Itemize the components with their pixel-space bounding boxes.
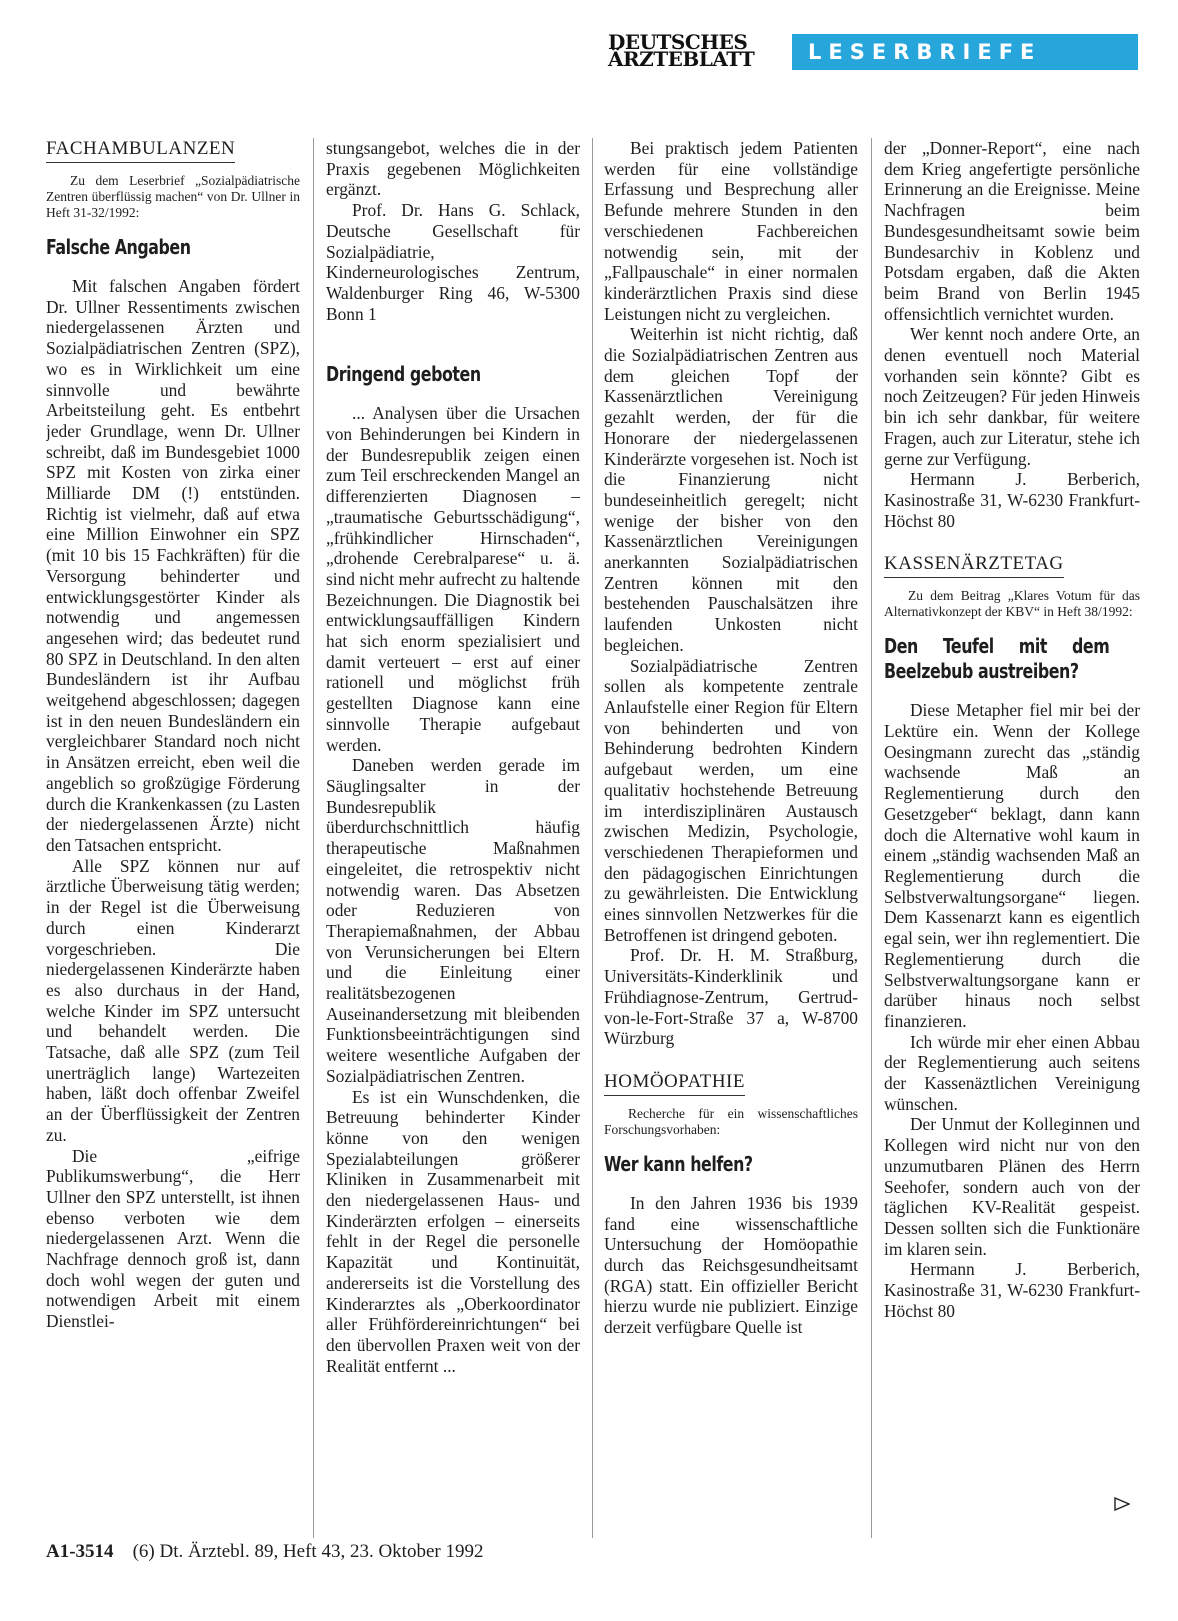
paragraph: In den Jahren 1936 bis 1939 fand eine wissenschaftliche Untersuchung der Homöopathie durch das Reichsgesundheitsamt (RGA) statt. Ein offizieller Bericht hierzu wurde nie publiziert. Einzige derzeit verfügbare Quelle ist	[604, 1192, 858, 1338]
section-banner: LESERBRIEFE	[792, 34, 1138, 70]
paragraph: Bei praktisch jedem Patienten werden für eine vollständige Erfassung und Besprechung aller Befunde mehrere Stunden in den verschiedenen Fachbereichen notwendig sein, mit der „Fallpauschale“ in einer normalen kinderärztlichen Praxis sind diese Leistungen nicht zu vergleichen.	[604, 138, 858, 324]
column-2	[326, 138, 580, 1538]
letter-intro: Recherche für ein wissenschaftliches Forschungsvorhaben:	[604, 1105, 858, 1137]
paragraph: Es ist ein Wunschdenken, die Betreuung behinderter Kinder könne von den wenigen Spezialabteilungen größerer Kliniken in Zusammenarbeit mit den niedergelassenen Haus- und Kinderärzten erfolgen – einerseits fehlt in der Regel die personelle Kapazität und Kontinuität, andererseits ist die Vorstellung des Kinderarztes als „Oberkoordinator aller Frühfördereinrichtungen“ bei den übervollen Praxen weit von der Realität entfernt ...	[326, 1086, 580, 1376]
paragraph: ... Analysen über die Ursachen von Behinderungen bei Kindern in der Bundesrepublik zeigen einen zum Teil erschreckenden Mangel an differenzierten Diagnosen – „traumatische Geburtsschädigung“, „frühkindlicher Hirnschaden“, „drohende Cerebralparese“ u. ä. sind nicht mehr aufrecht zu haltende Bezeichnungen. Die Diagnostik bei entwicklungsauffälligen Kindern hat sich enorm spezialisiert und damit verteuert – erst auf einer rationell und möglichst früh gestellten Diagnose kann eine sinnvolle Therapie aufgebaut werden.	[326, 403, 580, 755]
column-4	[884, 138, 1140, 1538]
masthead-logo	[608, 30, 778, 72]
paragraph: stungsangebot, welches die in der Praxis gegebenen Möglichkeiten ergänzt.	[326, 138, 580, 200]
paragraph: Wer kennt noch andere Orte, an denen eventuell noch Material vorhanden sein könnte? Gibt es noch Zeitzeugen? Für jeden Hinweis bin ich sehr dankbar, für weitere Fragen, auch zur Literatur, stehe ich gerne zur Verfügung.	[884, 324, 1140, 469]
column-divider	[871, 138, 872, 1538]
page-footer	[46, 1540, 646, 1564]
signature: Prof. Dr. Hans G. Schlack, Deutsche Gesellschaft für Sozialpädiatrie, Kinderneurologisches Zentrum, Waldenburger Ring 46, W-5300 Bonn 1	[326, 200, 580, 324]
masthead-line1: DEUTSCHES	[608, 30, 748, 54]
paragraph: Weiterhin ist nicht richtig, daß die Sozialpädiatrischen Zentren aus dem gleichen Topf der Kassenärztlichen Vereinigung gezahlt werden, der für die Honorare der niedergelassenen Kinderärzte vorgesehen ist. Noch ist die Finanzierung nicht bundeseinheitlich geregelt; nicht wenige der bisher von den Kassenärztlichen Vereinigungen anerkannten Sozialpädiatrischen Zentren können mit den bestehenden Pauschalsätzen ihre laufenden Unkosten nicht begleichen.	[604, 324, 858, 655]
letter-intro: Zu dem Leserbrief „Sozialpädiatrische Zentren überflüssig machen“ von Dr. Ullner in Heft 31-32/1992:	[46, 173, 300, 220]
paragraph: Der Unmut der Kolleginnen und Kollegen wird nicht nur von den unzumutbaren Plänen des Herrn Seehofer, sondern auch von der täglichen KV-Realität gespeist. Dessen sollten sich die Funktionäre im klaren sein.	[884, 1114, 1140, 1259]
paragraph: Die „eifrige Publikumswerbung“, die Herr Ullner den SPZ unterstellt, ist ihnen ebenso verboten wie dem niedergelassenen Arzt. Wenn die Nachfrage dennoch groß ist, dann doch wohl wegen der guten und notwendigen Arbeit mit einem Dienstlei-	[46, 1145, 300, 1332]
rubric-fachambulanzen: FACHAMBULANZEN	[46, 138, 235, 163]
signature: Hermann J. Berberich, Kasinostraße 31, W-6230 Frankfurt-Höchst 80	[884, 469, 1140, 531]
headline-wer-kann-helfen: Wer kann helfen?	[604, 1151, 753, 1176]
headline-dringend-geboten: Dringend geboten	[326, 362, 481, 387]
signature: Hermann J. Berberich, Kasinostraße 31, W-6230 Frankfurt-Höchst 80	[884, 1259, 1140, 1321]
triangle-right-icon	[1114, 1497, 1130, 1511]
citation: (6) Dt. Ärztebl. 89, Heft 43, 23. Oktober 1992	[132, 1541, 484, 1562]
paragraph: Daneben werden gerade im Säuglingsalter in der Bundesrepublik überdurchschnittlich häufig therapeutische Maßnahmen eingeleitet, die retrospektiv nicht notwendig waren. Das Absetzen oder Reduzieren von Therapiemaßnahmen, der Abbau von Verunsicherungen bei Eltern und die Einleitung einer realitätsbezogenen Auseinandersetzung mit bleibenden Funktionsbeeinträchtigungen sind weitere wesentliche Aufgaben der Sozialpädiatrischen Zentren.	[326, 755, 580, 1086]
headline-den-teufel: Den Teufel mit dem Beelzebub austreiben?	[884, 634, 1110, 684]
signature: Prof. Dr. H. M. Straßburg, Universitäts-Kinderklinik und Frühdiagnose-Zentrum, Gertrud-von-le-Fort-Straße 37 a, W-8700 Würzburg	[604, 945, 858, 1049]
paragraph: Alle SPZ können nur auf ärztliche Überweisung tätig werden; in der Regel ist die Überweisung durch einen Kinderarzt vorgeschrieben. Die niedergelassenen Kinderärzte haben es also durchaus in der Hand, welche Kinder im SPZ untersucht und behandelt werden. Die Tatsache, daß alle SPZ (zum Teil unerträglich lange) Wartezeiten haben, läßt doch offenbar Zweifel an der Überflüssigkeit der Zentren zu.	[46, 855, 300, 1145]
column-3	[604, 138, 858, 1538]
headline-falsche-angaben: Falsche Angaben	[46, 235, 191, 259]
masthead-line2: ÄRZTEBLATT	[608, 47, 755, 71]
rubric-homoeopathie: HOMÖOPATHIE	[604, 1071, 745, 1096]
letter-intro: Zu dem Beitrag „Klares Votum für das Alternativkonzept der KBV“ in Heft 38/1992:	[884, 588, 1140, 620]
rubric-kassenaerztetag: KASSENÄRZTETAG	[884, 553, 1064, 578]
paragraph: Mit falschen Angaben fördert Dr. Ullner Ressentiments zwischen niedergelassenen Ärzten und Sozialpädiatrischen Zentren (SPZ), wo es in Wirklichkeit um eine sinnvolle und bewährte Arbeitsteilung geht. Es entbehrt jeder Grundlage, wenn Dr. Ullner schreibt, daß im Bundesgebiet 1000 SPZ mit Kosten von zirka einer Milliarde DM (!) entstünden. Richtig ist vielmehr, daß auf etwa eine Million Einwohner ein SPZ (mit 10 bis 15 Fachkräften) für die Versorgung behinderter und entwicklungsgestörter Kinder als notwendig und angemessen angesehen wird; das bedeutet rund 80 SPZ in Deutschland. In den alten Bundesländern ist ihr Aufbau weitgehend abgeschlossen; dagegen ist in den neuen Bundesländern ein vergleichbarer Standard noch nicht in Ansätzen erreicht, eben weil die angeblich so großzügige Förderung durch die Krankenkassen (zu Lasten der niedergelassenen Ärzte) nicht den Tatsachen entspricht.	[46, 276, 300, 855]
paragraph: Ich würde mir eher einen Abbau der Reglementierung auch seitens der Kassenäztlichen Vereinigung wünschen.	[884, 1031, 1140, 1114]
paragraph: Sozialpädiatrische Zentren sollen als kompetente zentrale Anlaufstelle einer Region für Eltern von behinderten und von Behinderung bedrohten Kindern aufgebaut werden, um eine qualitativ hochstehende Betreuung im interdisziplinären Austausch zwischen Medizin, Psychologie, verschiedenen Therapieformen und den pädagogischen Einrichtungen zu gewährleisten. Die Entwicklung eines sinnvollen Netzwerkes für die Betroffenen ist dringend geboten.	[604, 655, 858, 945]
paragraph: Diese Metapher fiel mir bei der Lektüre ein. Wenn der Kollege Oesingmann zurecht das „ständig wachsende Maß an Reglementierung durch den Gesetzgeber“ beklagt, dann kann doch die Alternative wohl kaum in einem „ständig wachsenden Maß an Reglementierung durch die Selbstverwaltungsorgane“ liegen. Dem Kassenarzt kann es eigentlich egal sein, wer ihn reglementiert. Die Reglementierung durch die Selbstverwaltungsorgane kann er darüber hinaus noch selbst finanzieren.	[884, 700, 1140, 1031]
column-1	[46, 138, 300, 1538]
column-divider	[592, 138, 593, 1538]
paragraph: der „Donner-Report“, eine nach dem Krieg angefertigte persönliche Erinnerung an die Ereignisse. Meine Nachfragen beim Bundesgesundheitsamt sowie beim Bundesarchiv in Koblenz und Potsdam ergaben, daß die Akten beim Brand von Berlin 1945 offensichtlich vernichtet wurden.	[884, 138, 1140, 324]
column-divider	[313, 138, 314, 1538]
page-number: A1-3514	[46, 1541, 114, 1562]
